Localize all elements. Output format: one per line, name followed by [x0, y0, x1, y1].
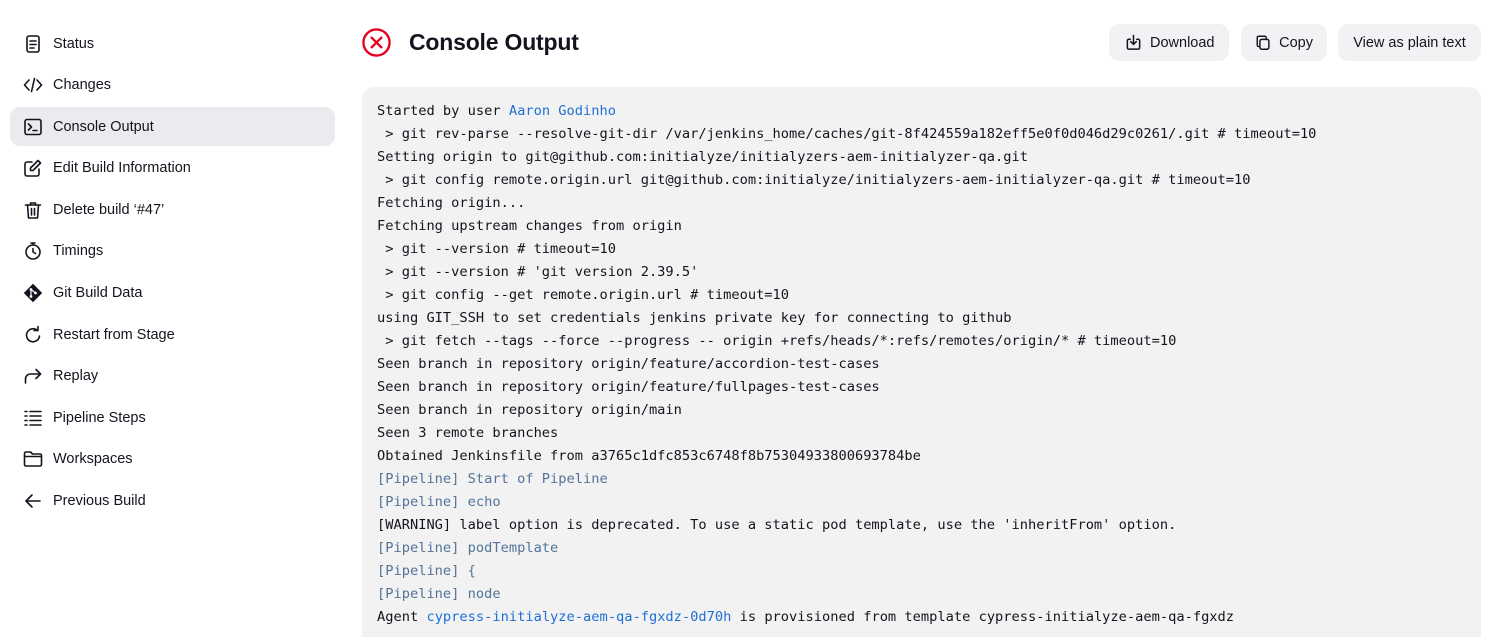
console-line: Started by user Aaron Godinho [377, 103, 616, 119]
console-line: Fetching origin... [377, 195, 526, 211]
copy-icon [1255, 34, 1271, 51]
console-line: > git fetch --tags --force --progress -- origin +refs/heads/*:refs/remotes/origin/* # timeout=10 [377, 333, 1177, 349]
sidebar-item-delete-build[interactable] [10, 190, 335, 229]
sidebar-item-restart-from-stage[interactable] [10, 315, 335, 354]
sidebar-item-timings[interactable] [10, 232, 335, 271]
trash-icon [22, 199, 44, 221]
sidebar-item-previous-build[interactable] [10, 482, 335, 521]
pipeline-line: [Pipeline] podTemplate [377, 540, 559, 556]
console-line: using GIT_SSH to set credentials jenkins private key for connecting to github [377, 310, 1012, 326]
sidebar-item-status[interactable] [10, 24, 335, 63]
restart-icon [22, 324, 44, 346]
page-header [361, 24, 1481, 62]
terminal-icon [22, 116, 44, 138]
list-icon [22, 407, 44, 429]
copy-button[interactable] [1241, 24, 1327, 61]
download-button-label: Download [1150, 34, 1215, 51]
pipeline-line: [Pipeline] echo [377, 494, 501, 510]
git-icon [22, 282, 44, 304]
console-line: > git --version # timeout=10 [377, 241, 616, 257]
sidebar-item-label: Restart from Stage [53, 326, 175, 343]
console-line: > git --version # 'git version 2.39.5' [377, 264, 699, 280]
user-link[interactable]: Aaron Godinho [508, 103, 616, 119]
sidebar-item-label: Edit Build Information [53, 160, 191, 177]
sidebar-item-label: Console Output [53, 118, 154, 135]
download-icon [1125, 34, 1142, 51]
console-line: > git config remote.origin.url git@github.com:initialyze/initialyzers-aem-initialyzer-qa.git # timeout=10 [377, 172, 1251, 188]
console-line: > git config --get remote.origin.url # timeout=10 [377, 287, 790, 303]
replay-icon [22, 365, 44, 387]
arrow-left-icon [22, 490, 44, 512]
pipeline-line: [Pipeline] node [377, 586, 501, 602]
console-line: Agent cypress-initialyze-aem-qa-fgxdz-0d70h is provisioned from template cypress-initialyze-aem-qa-fgxdz [377, 609, 1235, 625]
pipeline-line: [Pipeline] { [377, 563, 476, 579]
sidebar-item-console-output[interactable] [10, 107, 335, 146]
console-line: > git rev-parse --resolve-git-dir /var/jenkins_home/caches/git-8f424559a182eff5e0f0d046d29c0261/.git # timeout=10 [377, 126, 1317, 142]
edit-icon [22, 157, 44, 179]
sidebar-item-label: Pipeline Steps [53, 409, 146, 426]
console-line: Setting origin to git@github.com:initialyze/initialyzers-aem-initialyzer-qa.git [377, 149, 1029, 165]
folder-icon [22, 448, 44, 470]
console-line: Seen branch in repository origin/main [377, 402, 682, 418]
view-plain-text-button[interactable] [1338, 24, 1481, 61]
code-icon [22, 74, 44, 96]
failed-status-icon [361, 27, 392, 58]
sidebar-item-label: Status [53, 35, 95, 52]
sidebar-item-pipeline-steps[interactable] [10, 398, 335, 437]
sidebar-item-workspaces[interactable] [10, 440, 335, 479]
sidebar-item-edit-build-information[interactable] [10, 149, 335, 188]
console-line: [WARNING] label option is deprecated. To use a static pod template, use the 'inheritFrom' option. [377, 517, 1177, 533]
sidebar-item-label: Git Build Data [53, 285, 143, 302]
sidebar-item-label: Changes [53, 77, 112, 94]
document-icon [22, 33, 44, 55]
sidebar-item-git-build-data[interactable] [10, 274, 335, 313]
console-line: Obtained Jenkinsfile from a3765c1dfc853c6748f8b75304933800693784be [377, 448, 921, 464]
sidebar-item-replay[interactable] [10, 357, 335, 396]
sidebar [10, 24, 335, 523]
pipeline-line: [Pipeline] Start of Pipeline [377, 471, 608, 487]
sidebar-item-label: Timings [53, 243, 104, 260]
copy-button-label: Copy [1279, 34, 1313, 51]
console-line: Seen branch in repository origin/feature/fullpages-test-cases [377, 379, 880, 395]
console-line: Seen branch in repository origin/feature/accordion-test-cases [377, 356, 880, 372]
console-output-panel [362, 87, 1481, 637]
stopwatch-icon [22, 240, 44, 262]
agent-link[interactable]: cypress-initialyze-aem-qa-fgxdz-0d70h [426, 609, 732, 625]
download-button[interactable] [1109, 24, 1229, 61]
page-title: Console Output [409, 29, 579, 55]
view-plain-text-label: View as plain text [1353, 34, 1466, 51]
sidebar-item-label: Replay [53, 368, 99, 385]
sidebar-item-label: Delete build ‘#47’ [53, 201, 165, 218]
sidebar-item-label: Workspaces [53, 451, 133, 468]
console-line: Fetching upstream changes from origin [377, 218, 682, 234]
console-line: Seen 3 remote branches [377, 425, 559, 441]
sidebar-item-label: Previous Build [53, 493, 146, 510]
sidebar-item-changes[interactable] [10, 66, 335, 105]
